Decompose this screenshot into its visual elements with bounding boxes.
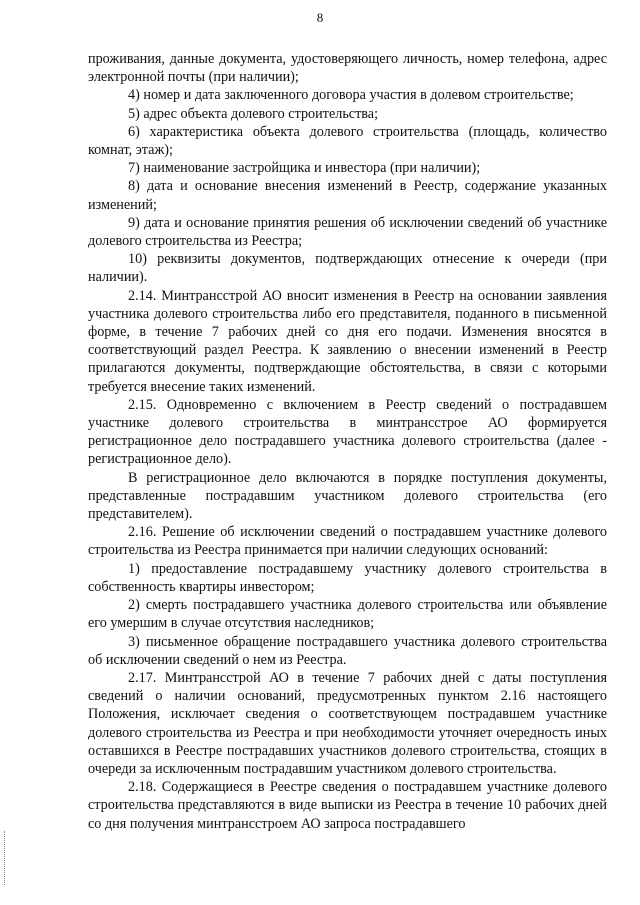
clause-2-15: 2.15. Одновременно с включением в Реестр сведений о пострадавшем участнике долевого строительства в минтрансстрое АО формируется регистрационное дело пострадавшего участника долевого строительства (далее - регистрационное дело). [88,396,607,468]
list-item-6: 6) характеристика объекта долевого строительства (площадь, количество комнат, этаж); [88,123,607,159]
ground-item-2: 2) смерть пострадавшего участника долевого строительства или объявление его умершим в случае отсутствия наследников; [88,597,607,632]
scan-margin-mark [4,831,11,885]
list-item-10: 10) реквизиты документов, подтверждающих отнесение к очереди (при наличии). [88,251,607,286]
list-item-8: 8) дата и основание внесения изменений в Реестр, содержание указанных изменений; [88,178,607,213]
clause-2-17: 2.17. Минтрансстрой АО в течение 7 рабочих дней с даты поступления сведений о наличии оснований, предусмотренных пунктом 2.16 настоящего Положения, исключает сведения о соответствующем пострадавшем участнике долевого строительства из Реестра и при необходимости уточняет очередность иных оставшихся в Реестре пострадавших участников долевого строительства, стоящих в очереди за исключенным пострадавшим участником долевого строительства. [88,669,607,777]
clause-2-14: 2.14. Минтрансстрой АО вносит изменения в Реестр на основании заявления участника долевого строительства либо его представителя, поданного в письменной форме, в течение 7 рабочих дней со дня его подачи. Изменения вносятся в соответствующий раздел Реестра. К заявлению о внесении изменений в Реестр прилагаются документы, подтверждающие обстоятельства, в связи с которыми требуется внесение таких изменений. [88,287,607,395]
paragraph-continuation: проживания, данные документа, удостоверяющего личность, номер телефона, адрес электронной почты (при наличии); [88,51,607,86]
clause-2-18: 2.18. Содержащиеся в Реестре сведения о пострадавшем участнике долевого строительства представляются в виде выписки из Реестра в течение 10 рабочих дней со дня получения минтрансстроем АО запроса пострадавшего [88,779,607,832]
list-item-5: 5) адрес объекта долевого строительства; [128,105,379,122]
ground-item-1: 1) предоставление пострадавшему участнику долевого строительства в собственность квартиры инвестором; [88,560,607,595]
list-item-9: 9) дата и основание принятия решения об исключении сведений об участнике долевого строительства из Реестра; [88,214,607,250]
document-body [88,50,607,833]
page-number: 8 [316,10,324,25]
ground-item-3: 3) письменное обращение пострадавшего участника долевого строительства об исключении сведений о нем из Реестра. [88,633,607,668]
clause-2-15-registration-file: В регистрационное дело включаются в порядке поступления документы, представленные пострадавшим участником долевого строительства (его представителем). [88,469,607,523]
list-item-4: 4) номер и дата заключенного договора участия в долевом строительстве; [128,87,574,104]
clause-2-16: 2.16. Решение об исключении сведений о пострадавшем участнике долевого строительства из Реестра принимается при наличии следующих оснований: [88,524,607,559]
list-item-7: 7) наименование застройщика и инвестора (при наличии); [128,160,481,177]
